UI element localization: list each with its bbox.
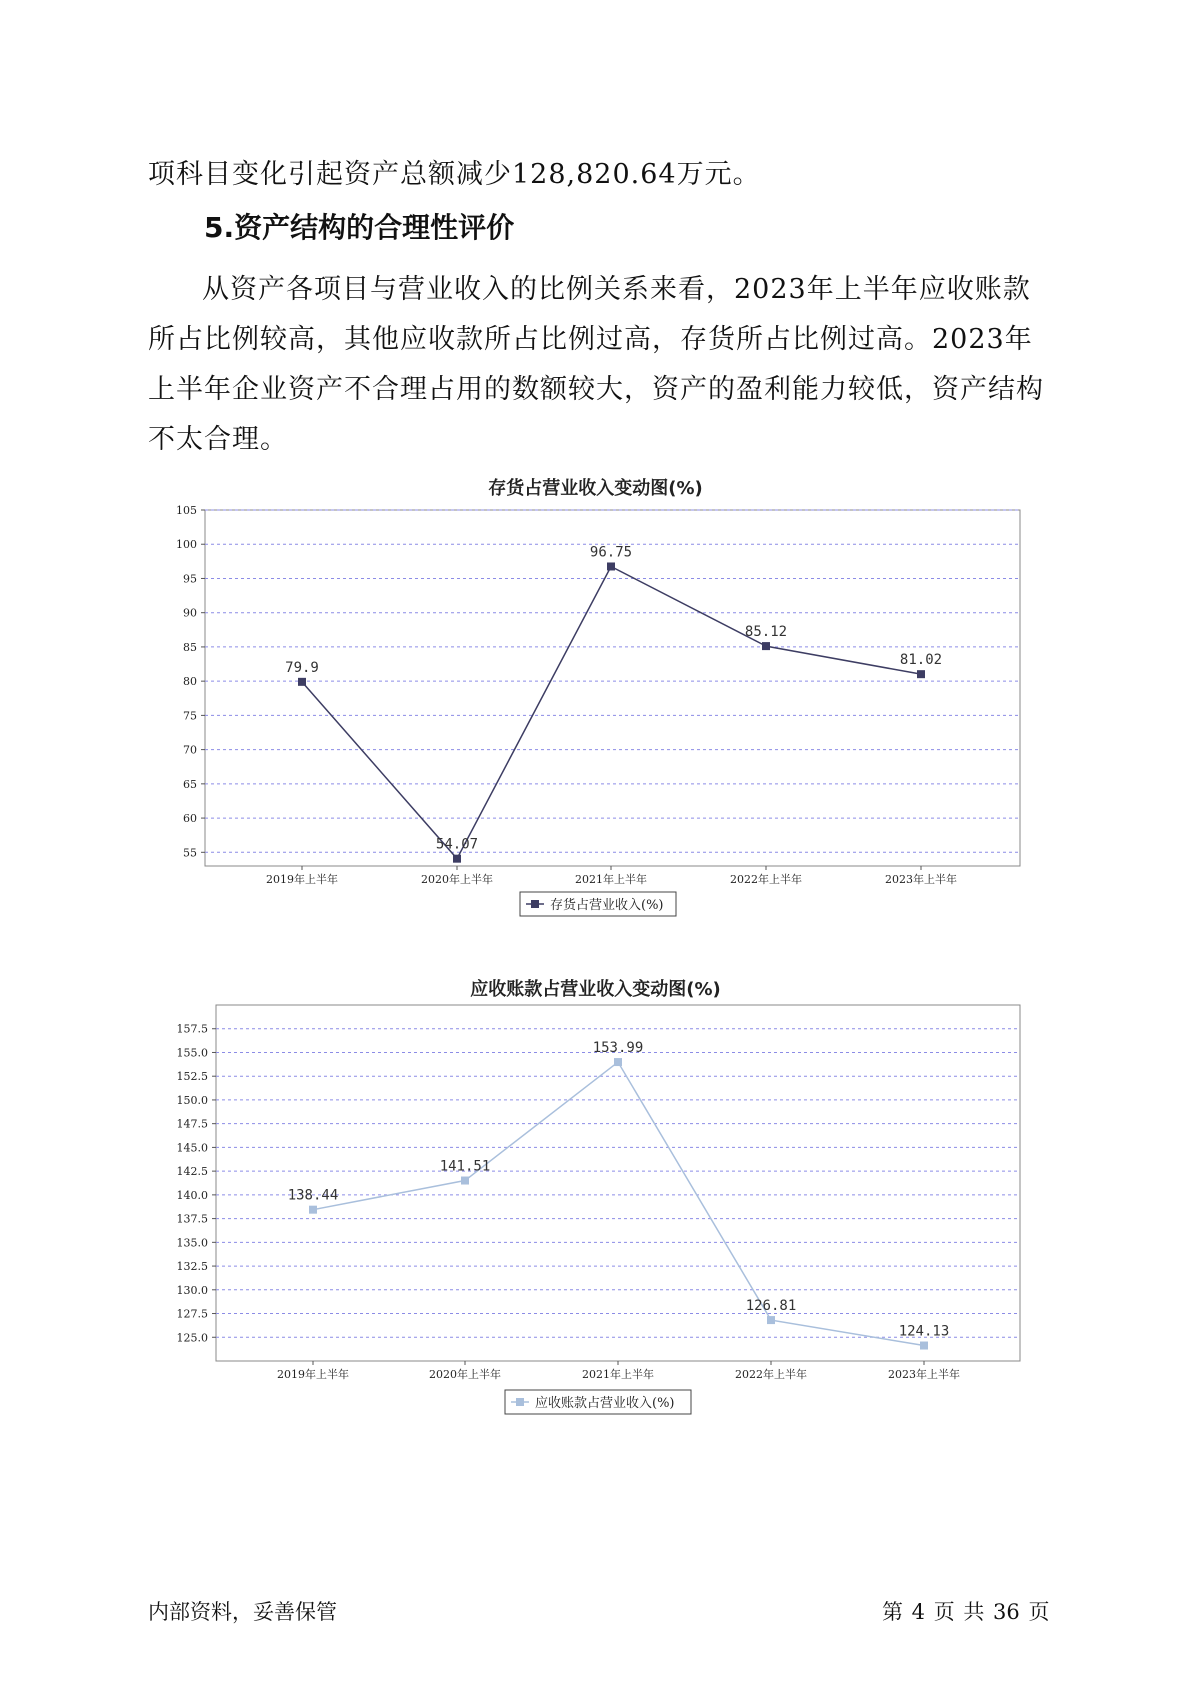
- y-tick-label: 157.5: [176, 1022, 208, 1036]
- legend-marker-swatch: [531, 900, 539, 908]
- data-label: 54.07: [435, 836, 479, 853]
- y-tick-label: 147.5: [176, 1117, 208, 1131]
- data-label: 85.12: [744, 624, 788, 641]
- y-tick-label: 95: [183, 572, 197, 586]
- y-tick-label: 137.5: [176, 1212, 208, 1226]
- series-line: [302, 566, 921, 858]
- series-line: [313, 1062, 924, 1345]
- x-tick-label: 2021年上半年: [582, 1368, 654, 1381]
- data-label: 126.81: [745, 1298, 797, 1315]
- y-tick-label: 105: [176, 504, 197, 517]
- data-label: 138.44: [287, 1187, 339, 1204]
- data-point: [917, 670, 925, 678]
- y-tick-label: 70: [183, 743, 197, 757]
- inventory-ratio-chart: [0, 500, 1191, 940]
- data-label: 81.02: [899, 652, 943, 669]
- x-tick-label: 2022年上半年: [735, 1368, 807, 1381]
- data-label: 153.99: [592, 1040, 644, 1057]
- y-tick-label: 150.0: [176, 1093, 208, 1107]
- chart-title-inventory: 存货占营业收入变动图(%): [488, 478, 703, 499]
- y-tick-label: 90: [183, 606, 197, 620]
- footer-confidential-note: 内部资料，妥善保管: [148, 1600, 337, 1624]
- data-point: [453, 855, 461, 863]
- y-tick-label: 55: [183, 846, 197, 860]
- data-point: [607, 562, 615, 570]
- y-tick-label: 85: [183, 640, 197, 654]
- y-tick-label: 140.0: [176, 1188, 208, 1202]
- data-point: [309, 1206, 317, 1214]
- footer-page-number: 第 4 页 共 36 页: [882, 1600, 1050, 1624]
- y-tick-label: 145.0: [176, 1141, 208, 1155]
- x-tick-label: 2022年上半年: [730, 873, 802, 886]
- data-point: [614, 1058, 622, 1066]
- y-tick-label: 60: [183, 812, 197, 826]
- y-tick-label: 125.0: [176, 1331, 208, 1345]
- x-tick-label: 2021年上半年: [575, 873, 647, 886]
- legend-label: 应收账款占营业收入(%): [535, 1396, 675, 1411]
- body-paragraph: 从资产各项目与营业收入的比例关系来看，2023年上半年应收账款所占比例较高，其他应收款所占比例过高，存货所占比例过高。2023年上半年企业资产不合理占用的数额较大，资产的盈利能力较低，资产结构不太合理。: [148, 274, 1044, 455]
- y-tick-label: 142.5: [176, 1165, 208, 1179]
- data-label: 96.75: [589, 544, 633, 561]
- data-point: [298, 678, 306, 686]
- y-tick-label: 100: [176, 538, 197, 552]
- chart-title-receivables: 应收账款占营业收入变动图(%): [470, 979, 721, 1000]
- y-tick-label: 135.0: [176, 1236, 208, 1250]
- x-tick-label: 2019年上半年: [266, 873, 338, 886]
- y-tick-label: 132.5: [176, 1260, 208, 1274]
- y-tick-label: 75: [183, 709, 197, 723]
- receivables-ratio-chart: [0, 1000, 1191, 1430]
- data-point: [920, 1342, 928, 1350]
- legend-label: 存货占营业收入(%): [550, 898, 664, 913]
- data-label: 124.13: [898, 1323, 950, 1340]
- data-label: 79.9: [285, 659, 319, 676]
- y-tick-label: 152.5: [176, 1070, 208, 1084]
- x-tick-label: 2019年上半年: [277, 1368, 349, 1381]
- intro-line: 项科目变化引起资产总额减少128,820.64万元。: [148, 159, 761, 190]
- section-title: 5.资产结构的合理性评价: [204, 211, 515, 244]
- legend-marker-swatch: [516, 1398, 524, 1406]
- y-tick-label: 130.0: [176, 1283, 208, 1297]
- data-label: 141.51: [439, 1158, 491, 1175]
- y-tick-label: 127.5: [176, 1307, 208, 1321]
- y-tick-label: 80: [183, 675, 197, 689]
- x-tick-label: 2023年上半年: [888, 1368, 960, 1381]
- data-point: [767, 1316, 775, 1324]
- x-tick-label: 2020年上半年: [421, 873, 493, 886]
- y-tick-label: 155.0: [176, 1046, 208, 1060]
- data-point: [461, 1177, 469, 1185]
- data-point: [762, 642, 770, 650]
- x-tick-label: 2020年上半年: [429, 1368, 501, 1381]
- y-tick-label: 65: [183, 777, 197, 791]
- x-tick-label: 2023年上半年: [885, 873, 957, 886]
